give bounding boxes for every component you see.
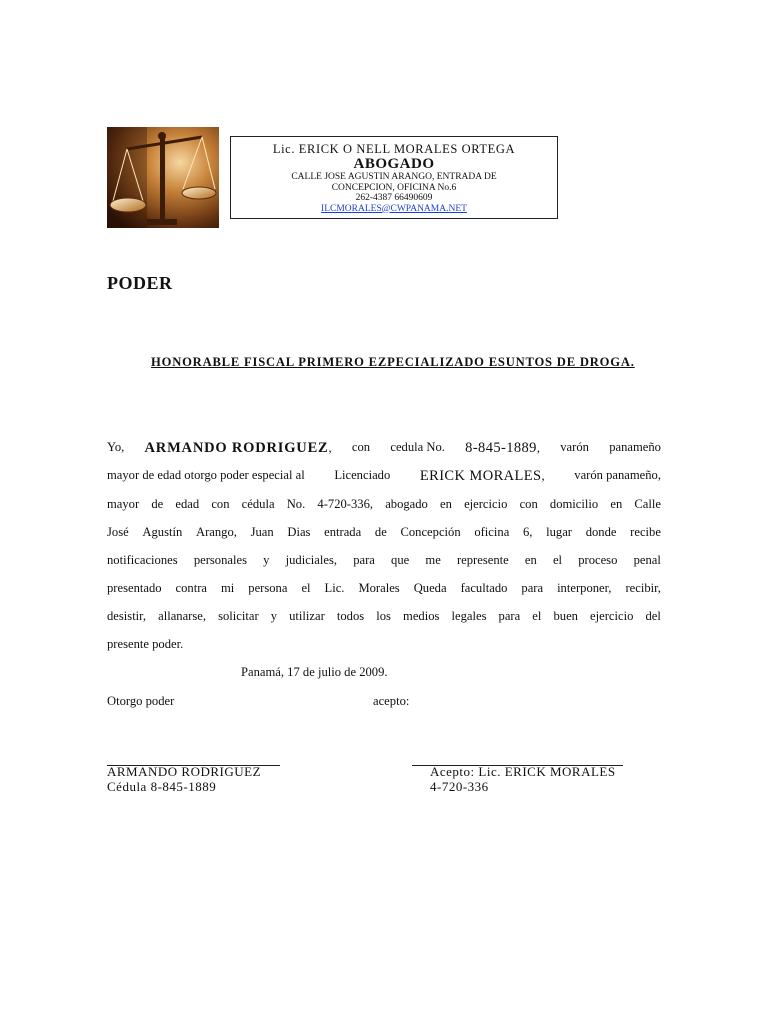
body-word: Queda	[413, 581, 447, 595]
attorney-name: ERICK MORALES	[419, 468, 542, 484]
body-word: del	[645, 609, 661, 623]
body-word: judiciales,	[285, 553, 338, 567]
date-line: Panamá, 17 de julio de 2009.	[241, 665, 388, 679]
body-text: ARMANDO RODRIGUEZ,	[144, 440, 332, 456]
body-word: el	[532, 609, 542, 623]
body-word: contra	[175, 581, 208, 595]
body-word: Concepción	[400, 525, 461, 539]
body-word: facultado	[460, 581, 508, 595]
body-word: abogado	[385, 497, 428, 511]
body-word: personales	[193, 553, 247, 567]
body-word: legales	[451, 609, 487, 623]
body-word: los	[376, 609, 391, 623]
body-word: Morales	[358, 581, 400, 595]
address-line-1: CALLE JOSE AGUSTIN ARANGO, ENTRADA DE	[291, 172, 497, 182]
body-word: allanarse,	[158, 609, 207, 623]
body-word: que	[391, 553, 410, 567]
body-word: en	[524, 553, 537, 567]
body-line-3	[107, 497, 661, 512]
body-word: 6,	[522, 525, 533, 539]
body-word: Arango,	[195, 525, 237, 539]
body-line-5	[107, 553, 661, 568]
body-word: y	[263, 553, 270, 567]
body-line-6	[107, 581, 661, 596]
body-word: Juan	[250, 525, 274, 539]
body-word: de	[374, 525, 387, 539]
body-word: para	[521, 581, 544, 595]
body-word: entrada	[324, 525, 362, 539]
body-word: desistir,	[107, 609, 147, 623]
body-text: Licenciado	[334, 468, 391, 482]
body-word: presentado	[107, 581, 162, 595]
body-word: No.	[286, 497, 306, 511]
body-word: Dias	[287, 525, 311, 539]
body-word: me	[425, 553, 441, 567]
body-word: interponer,	[557, 581, 612, 595]
body-line-7	[107, 609, 661, 624]
body-word: en	[440, 497, 452, 511]
body-word: buen	[553, 609, 578, 623]
body-word: cédula	[241, 497, 275, 511]
body-text: mayor de edad otorgo poder especial al	[107, 468, 305, 482]
body-word: con	[211, 497, 230, 511]
document-title: PODER	[107, 273, 173, 293]
right-signer-name: Acepto: Lic. ERICK MORALES	[430, 764, 616, 779]
body-word: donde	[585, 525, 617, 539]
lawyer-name: Lic. ERICK O NELL MORALES ORTEGA	[272, 142, 516, 156]
body-word: penal	[633, 553, 661, 567]
body-word: proceso	[578, 553, 618, 567]
body-word: de	[151, 497, 164, 511]
scales-icon	[107, 127, 219, 228]
body-word: todos	[336, 609, 365, 623]
body-word: solicitar	[218, 609, 259, 623]
body-word: domicilio	[549, 497, 599, 511]
body-text: panameño	[609, 440, 661, 454]
recipient-text: HONORABLE FISCAL PRIMERO EZPECIALIZADO ESUNTOS DE DROGA.	[151, 355, 635, 369]
body-word: oficina	[474, 525, 510, 539]
body-word: recibir,	[625, 581, 661, 595]
letterhead-box	[230, 136, 558, 219]
body-word: represente	[456, 553, 509, 567]
body-word: el	[552, 553, 563, 567]
body-word: José	[107, 525, 129, 539]
left-signer-id: Cédula 8-845-1889	[107, 779, 217, 794]
body-word: 4-720-336,	[317, 497, 374, 511]
body-word: edad	[175, 497, 200, 511]
body-text: varón	[560, 440, 589, 454]
body-word: lugar	[546, 525, 572, 539]
body-word: mayor	[107, 497, 140, 511]
body-word: ejercicio	[464, 497, 508, 511]
body-line-2	[107, 468, 661, 485]
otorgo-label: Otorgo poder	[107, 694, 175, 708]
body-word: mi	[221, 581, 235, 595]
body-text: cedula No.	[390, 440, 445, 454]
email-link[interactable]: ILCMORALES@CWPANAMA.NET	[321, 203, 467, 214]
right-signer-id: 4-720-336	[430, 779, 489, 794]
body-word: con	[519, 497, 538, 511]
body-word: Agustín	[142, 525, 183, 539]
body-line-1	[107, 440, 661, 457]
body-word: Calle	[634, 497, 661, 511]
grantor-name: ARMANDO RODRIGUEZ	[144, 440, 329, 456]
scales-of-justice-logo	[107, 127, 219, 228]
body-word: medios	[403, 609, 440, 623]
body-word: y	[270, 609, 278, 623]
body-text: con	[351, 440, 371, 454]
grantor-id: 8-845-1889	[465, 440, 537, 456]
body-text: 8-845-1889,	[465, 440, 540, 456]
left-signer-name: ARMANDO RODRIGUEZ	[107, 764, 262, 779]
body-line-8	[107, 637, 661, 652]
body-text: ERICK MORALES,	[419, 468, 545, 484]
phone-numbers: 262-4387 66490609	[355, 193, 433, 203]
body-word: notificaciones	[107, 553, 178, 567]
recipient-heading	[107, 355, 661, 370]
body-word: ejercicio	[590, 609, 634, 623]
body-word: utilizar	[289, 609, 325, 623]
body-word: persona	[248, 581, 288, 595]
acepto-label: acepto:	[373, 694, 410, 708]
body-word: Lic.	[324, 581, 345, 595]
body-text: Yo,	[107, 440, 125, 454]
body-word: el	[301, 581, 311, 595]
body-text: varón panameño,	[574, 468, 661, 482]
body-line-4	[107, 525, 661, 540]
body-text: presente poder.	[107, 637, 184, 651]
lawyer-title: ABOGADO	[353, 156, 435, 172]
body-word: en	[610, 497, 623, 511]
body-word: para	[498, 609, 521, 623]
body-word: recibe	[630, 525, 661, 539]
body-word: para	[353, 553, 375, 567]
address-line-2: CONCEPCION, OFICINA No.6	[331, 182, 457, 193]
